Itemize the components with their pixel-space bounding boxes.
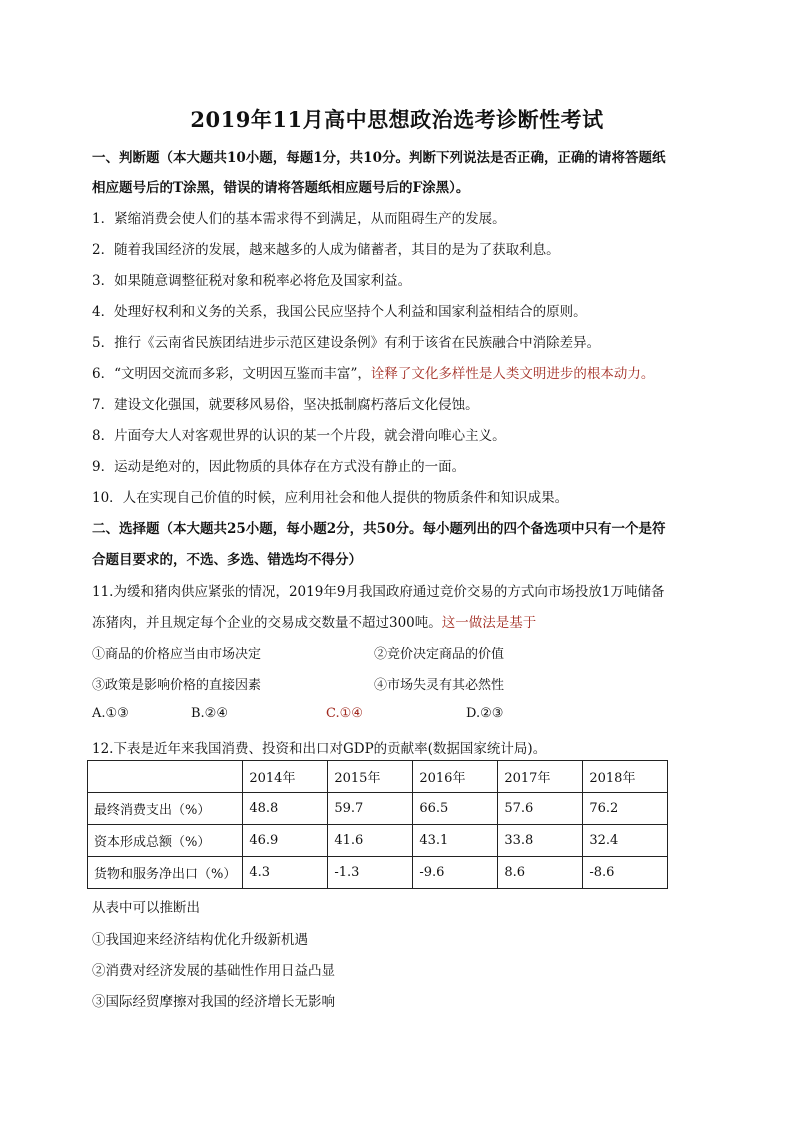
q12-statement-1: ①我国迎来经济结构优化升级新机遇 [92, 932, 308, 948]
q11-option-c: C.①④ [326, 706, 363, 721]
table-header-cell: 2018年 [583, 761, 668, 793]
table-cell: -8.6 [583, 857, 668, 889]
judge-question-8: 8．片面夸大人对客观世界的认识的某一个片段，就会滑向唯心主义。 [92, 428, 506, 444]
table-cell: 57.6 [498, 793, 583, 825]
q11-option-a: A.①③ [92, 706, 129, 721]
table-cell: 33.8 [498, 825, 583, 857]
table-header-cell: 2014年 [243, 761, 328, 793]
q12-statement-3: ③国际经贸摩擦对我国的经济增长无影响 [92, 994, 335, 1010]
table-row [88, 825, 668, 857]
table-row-label: 货物和服务净出口（%） [88, 857, 243, 889]
table-cell: 76.2 [583, 793, 668, 825]
q11-statement-4: ④市场失灵有其必然性 [374, 678, 505, 693]
choice-question-11-annotated-text: 这一做法是基于 [441, 615, 537, 631]
q11-statement-2: ②竞价决定商品的价值 [374, 647, 505, 662]
table-cell: 43.1 [413, 825, 498, 857]
q12-inference-prompt: 从表中可以推断出 [92, 900, 200, 916]
table-cell: 48.8 [243, 793, 328, 825]
q11-option-b: B.②④ [191, 706, 228, 721]
table-header-cell: 2015年 [328, 761, 413, 793]
table-cell: 66.5 [413, 793, 498, 825]
judge-question-4: 4．处理好权利和义务的关系，我国公民应坚持个人利益和国家利益相结合的原则。 [92, 304, 587, 320]
choice-question-11-stem-line2 [92, 611, 712, 631]
table-row-label: 资本形成总额（%） [88, 825, 243, 857]
table-header-cell: 2016年 [413, 761, 498, 793]
table-cell: 4.3 [243, 857, 328, 889]
judge-question-5: 5．推行《云南省民族团结进步示范区建设条例》有利于该省在民族融合中消除差异。 [92, 335, 601, 351]
choice-question-12-stem: 12.下表是近年来我国消费、投资和出口对GDP的贡献率(数据国家统计局)。 [92, 741, 547, 757]
q11-statement-3: ③政策是影响价格的直接因素 [92, 678, 262, 693]
q11-option-d: D.②③ [466, 706, 504, 721]
q12-statement-2: ②消费对经济发展的基础性作用日益凸显 [92, 963, 335, 979]
judge-question-10: 10．人在实现自己价值的时候，应利用社会和他人提供的物质条件和知识成果。 [92, 490, 569, 506]
section1-heading-line1: 一、判断题（本大题共10小题，每题1分，共10分。判断下列说法是否正确，正确的请将答题纸 [92, 150, 666, 166]
table-row-label: 最终消费支出（%） [88, 793, 243, 825]
judge-question-6 [92, 362, 712, 382]
judge-question-7: 7．建设文化强国，就要移风易俗，坚决抵制腐朽落后文化侵蚀。 [92, 397, 479, 413]
section1-heading-line2: 相应题号后的T涂黑，错误的请将答题纸相应题号后的F涂黑）。 [92, 180, 470, 196]
table-row [88, 857, 668, 889]
table-cell: -9.6 [413, 857, 498, 889]
table-cell: 46.9 [243, 825, 328, 857]
page-title: 2019年11月高中思想政治选考诊断性考试 [190, 107, 604, 132]
judge-question-1: 1．紧缩消费会使人们的基本需求得不到满足，从而阻碍生产的发展。 [92, 211, 506, 227]
table-header-row [88, 761, 668, 793]
table-row [88, 793, 668, 825]
table-header-cell [88, 761, 243, 793]
choice-question-11-stem-line1: 11.为缓和猪肉供应紧张的情况，2019年9月我国政府通过竞价交易的方式向市场投放1万吨储备 [92, 584, 665, 600]
section2-heading-line1: 二、选择题（本大题共25小题，每小题2分，共50分。每小题列出的四个备选项中只有一个是符 [92, 521, 666, 537]
judge-question-6-text: 6．“文明因交流而多彩，文明因互鉴而丰富”， [92, 366, 371, 382]
table-cell: 59.7 [328, 793, 413, 825]
judge-question-3: 3．如果随意调整征税对象和税率必将危及国家利益。 [92, 273, 412, 289]
section2-heading-line2: 合题目要求的，不选、多选、错选均不得分） [92, 552, 362, 568]
gdp-contribution-table [87, 760, 668, 889]
judge-question-9: 9．运动是绝对的，因此物质的具体存在方式没有静止的一面。 [92, 459, 466, 475]
q11-statement-1: ①商品的价格应当由市场决定 [92, 647, 262, 662]
judge-question-6-annotated-text: 诠释了文化多样性是人类文明进步的根本动力。 [370, 366, 655, 382]
table-cell: 41.6 [328, 825, 413, 857]
judge-question-2: 2．随着我国经济的发展，越来越多的人成为储蓄者，其目的是为了获取利息。 [92, 242, 560, 258]
table-cell: 8.6 [498, 857, 583, 889]
table-cell: -1.3 [328, 857, 413, 889]
table-cell: 32.4 [583, 825, 668, 857]
table-header-cell: 2017年 [498, 761, 583, 793]
choice-question-11-stem-text: 冻猪肉，并且规定每个企业的交易成交数量不超过300吨。 [92, 615, 442, 631]
